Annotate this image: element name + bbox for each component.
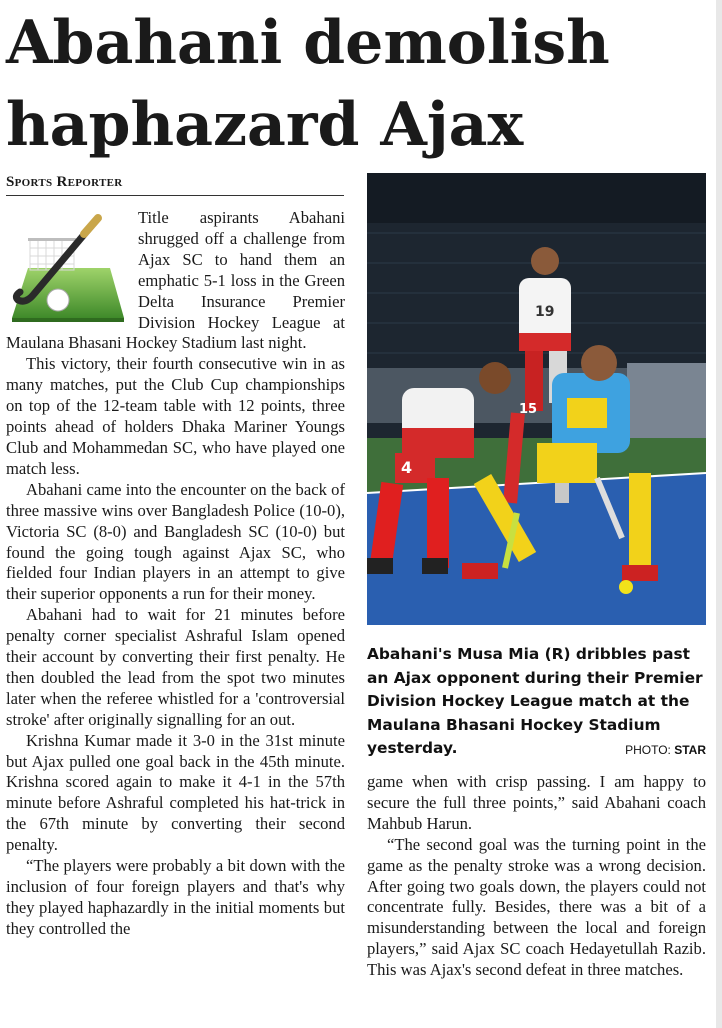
photo-credit-source: STAR xyxy=(674,743,706,757)
photo-caption: Abahani's Musa Mia (R) dribbles past an Ajax opponent during their Premier Division Hockey League match at the Maulana Bhasani Hockey Stadium yesterday. xyxy=(367,645,703,757)
article-paragraph-6: “The players were probably a bit down with the inclusion of four foreign players and that's why they played haphazardly in the initial moments but they controlled the xyxy=(6,856,345,938)
article-paragraph-7: “The second goal was the turning point in the game as the penalty stroke was a wrong decision. After going two goals down, the players could not concentrate fully. Besides, there was a bit of a misunderstanding between the local and foreign players,” said Ajax SC coach Hedayetullah Razib. This was Ajax's second defeat in three matches. xyxy=(367,834,706,980)
byline: Sports Reporter xyxy=(6,174,344,196)
article-paragraph-4: Abahani had to wait for 21 minutes before penalty corner specialist Ashraful Islam opened their account by converting their first penalty. He then doubled the lead from the spot two minutes later when the referee whistled for a 'controversial stroke' after originally signalling for an out. xyxy=(6,605,345,729)
headline-line-2: haphazard Ajax xyxy=(6,90,524,160)
article-column-right xyxy=(367,772,706,981)
article-paragraph-6-continued: game when with crisp passing. I am happy to secure the full three points,” said Abahani coach Mahbub Harun. xyxy=(367,772,706,833)
article-paragraph-1: Title aspirants Abahani shrugged off a challenge from Ajax SC to hand them an emphatic 5-1 loss in the Green Delta Insurance Premier Division Hockey League at Maulana Bhasani Hockey Stadium last night. xyxy=(6,208,345,353)
match-photo xyxy=(367,173,706,625)
article-paragraph-3: Abahani came into the encounter on the back of three massive wins over Bangladesh Police (10-0), Victoria SC (8-0) and Bangladesh SC (10-0) but found the going tough against Ajax SC, who fielded four Indian players in an attempt to give their superior opponents a run for their money. xyxy=(6,479,345,604)
photo-credit xyxy=(625,743,706,757)
jersey-number-4: 4 xyxy=(401,458,413,477)
article-paragraph-5: Krishna Kumar made it 3-0 in the 31st minute but Ajax pulled one goal back in the 45th minute. Krishna scored again to make it 4-1 in the 57th minute before Ashraful completed his hat-trick in the 67th minute by converting their second penalty. xyxy=(6,730,345,855)
page-edge xyxy=(716,0,722,1028)
article-column-left xyxy=(6,208,345,940)
article-paragraph-2: This victory, their fourth consecutive win in as many matches, put the Club Cup championships on top of the 12-team table with 12 points, three points ahead of holders Dhaka Mariner Youngs Club and Mohammedan SC, who have played one match less. xyxy=(6,354,345,478)
hockey-stick-goal-icon xyxy=(6,210,132,322)
headline-line-1: Abahani demolish xyxy=(6,8,610,78)
match-photo-illustration xyxy=(367,173,706,625)
headline xyxy=(6,2,706,166)
jersey-number-15: 15 xyxy=(519,402,538,417)
photo-credit-label: PHOTO: xyxy=(625,743,671,757)
jersey-number-19: 19 xyxy=(535,304,555,320)
